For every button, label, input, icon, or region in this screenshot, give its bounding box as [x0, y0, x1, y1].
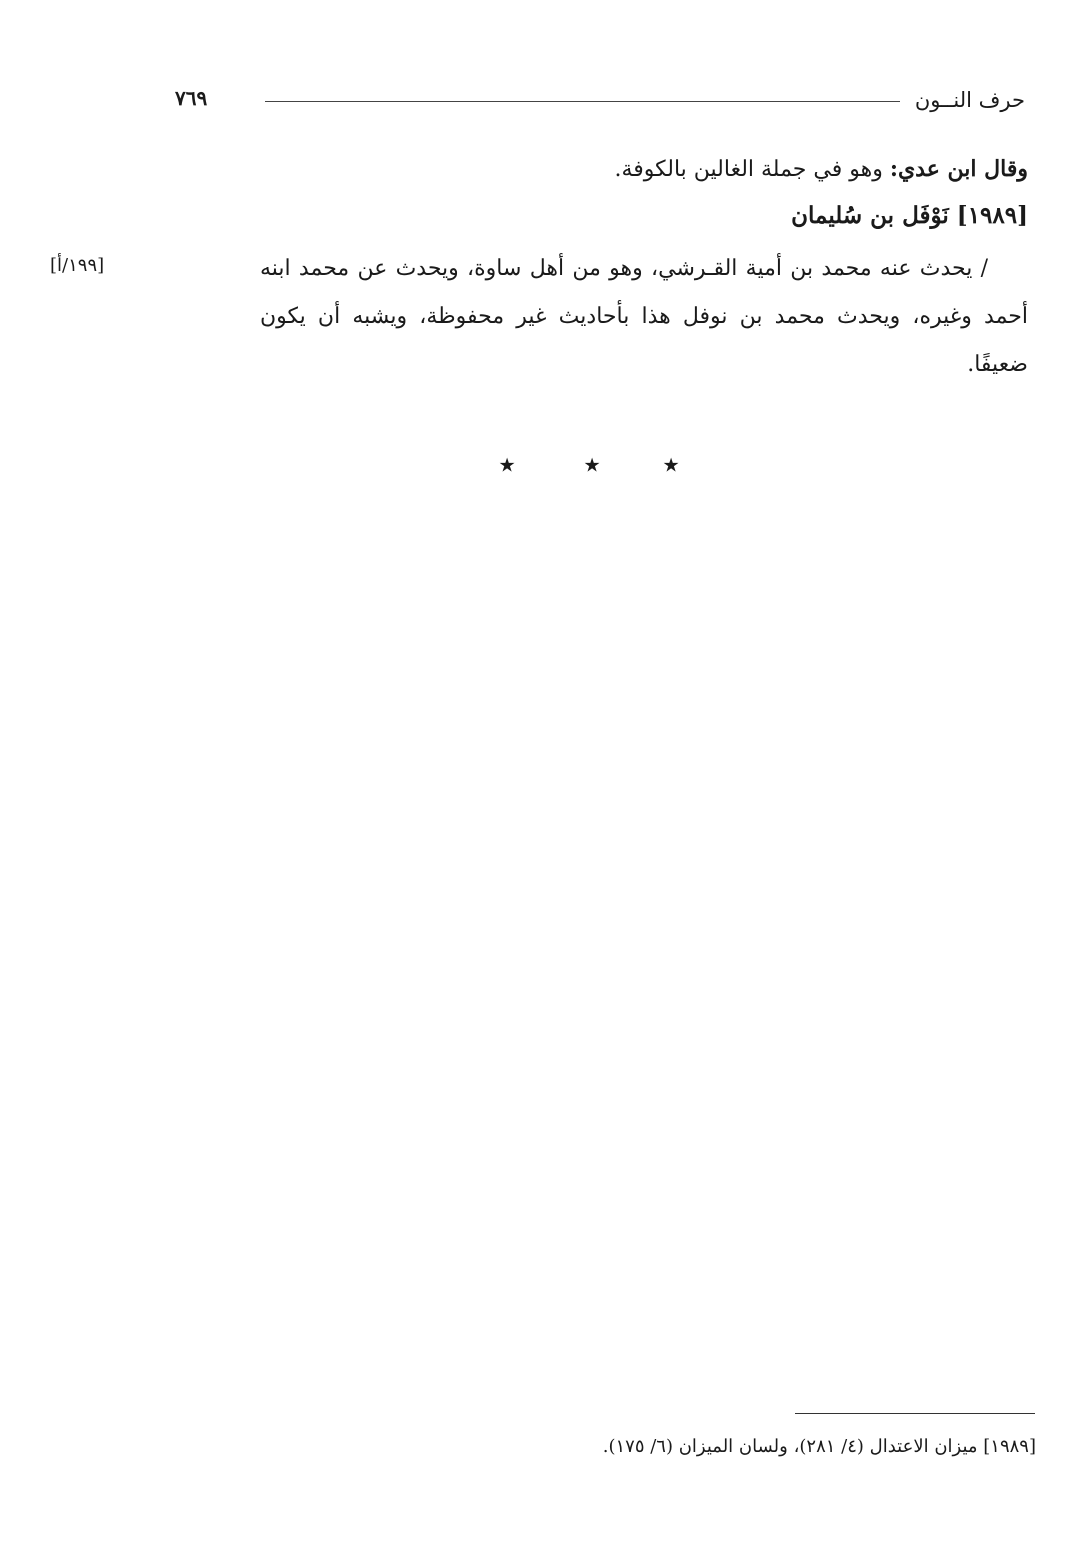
quote-text: وهو في جملة الغالين بالكوفة. [614, 157, 890, 182]
entry-paragraph: / يحدث عنه محمد بن أمية القـرشي، وهو من أهل ساوة، ويحدث عن محمد ابنه أحمد وغيره، ويحدث محمد بن نوفل هذا بأحاديث غير محفوظة، ويشبه أن يكون ضعيفًا. [260, 256, 1028, 377]
asterisk-icon: ٭ [585, 450, 600, 480]
main-text [150, 146, 1028, 389]
asterisk-icon: ٭ [664, 450, 679, 480]
asterisk-icon: ٭ [500, 450, 515, 480]
manuscript-folio-ref: [١٩٩/أ] [50, 255, 105, 276]
footnote-rule [795, 1413, 1035, 1414]
entry-title: [١٩٨٩] نَوْفَل بن سُليمان [791, 202, 1028, 229]
text-line-ibn-adi [150, 146, 1028, 193]
running-header [175, 84, 1025, 120]
header-rule [265, 101, 900, 102]
chapter-title: حرف النــون [914, 88, 1025, 112]
page-number: ٧٦٩ [175, 86, 208, 110]
section-separator [0, 450, 1084, 490]
quote-attribution: وقال ابن عدي: [889, 156, 1028, 182]
footnote: [١٩٨٩] ميزان الاعتدال (٤/ ٢٨١)، ولسان الميزان (٦/ ١٧٥). [602, 1436, 1036, 1457]
